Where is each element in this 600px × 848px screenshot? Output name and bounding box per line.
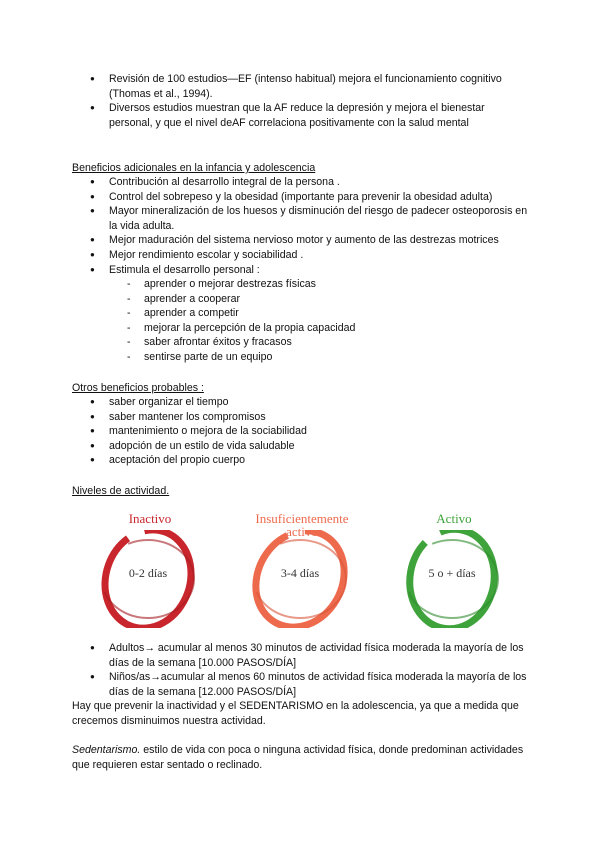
ring-label: 5 o + días	[428, 566, 476, 580]
ring-insuficientemente-activo	[232, 508, 372, 638]
definition-paragraph	[72, 743, 532, 772]
ring-title: Activo	[436, 511, 472, 526]
list-item: - aprender o mejorar destrezas físicas	[127, 277, 427, 292]
beneficios-heading: Beneficios adicionales en la infancia y adolescencia	[72, 162, 316, 174]
list-item: ● mantenimiento o mejora de la sociabilidad	[90, 424, 530, 439]
niveles-heading: Niveles de actividad.	[72, 485, 170, 497]
list-item: ● Contribución al desarrollo integral de la persona .	[90, 175, 530, 190]
list-item: ● adopción de un estilo de vida saludable	[90, 439, 530, 454]
list-item: ● Mejor rendimiento escolar y sociabilidad .	[90, 248, 530, 263]
otros-heading: Otros beneficios probables :	[72, 382, 204, 394]
ring-title: Inactivo	[128, 511, 172, 526]
list-item: ● Mejor maduración del sistema nervioso motor y aumento de las destrezas motrices	[90, 233, 530, 248]
activity-levels-figure	[80, 508, 540, 638]
list-item: - sentirse parte de un equipo	[127, 350, 427, 365]
list-item: - aprender a cooperar	[127, 292, 427, 307]
definition-term: Sedentarismo.	[72, 744, 141, 756]
ring-label: 3-4 días	[280, 566, 320, 580]
ring-title: Insuficientemente	[255, 511, 349, 526]
list-item: - saber afrontar éxitos y fracasos	[127, 335, 427, 350]
definition-text: estilo de vida con poca o ninguna actividad física, donde predominan actividades que requieren estar sentado o reclinado.	[72, 744, 524, 771]
list-item: - mejorar la percepción de la propia capacidad	[127, 321, 427, 336]
otros-bullet-list	[90, 395, 530, 468]
recomendaciones-bullet-list	[90, 641, 530, 699]
list-item: ● Diversos estudios muestran que la AF reduce la depresión y mejora el bienestar personal, y que el nivel deAF correlaciona positivamente con la salud mental	[90, 101, 530, 130]
conclusion-paragraph: Hay que prevenir la inactividad y el SEDENTARISMO en la adolescencia, ya que a medida que crecemos disminuimos nuestra actividad.	[72, 700, 519, 727]
list-item: ● saber organizar el tiempo	[90, 395, 530, 410]
list-item: ● Estimula el desarrollo personal :	[90, 263, 530, 278]
list-item: ● saber mantener los compromisos	[90, 410, 530, 425]
ring-inactivo	[80, 508, 220, 638]
intro-bullet-list	[90, 72, 530, 130]
list-item: ● Niños/as→acumular al menos 60 minutos de actividad física moderada la mayoría de los días de la semana [12.000 PASOS/DÍA]	[90, 670, 530, 699]
list-item: - aprender a competir	[127, 306, 427, 321]
beneficios-subitem-list	[127, 277, 427, 365]
list-item: ● Revisión de 100 estudios—EF (intenso habitual) mejora el funcionamiento cognitivo (Thomas et al., 1994).	[90, 72, 530, 101]
beneficios-bullet-list	[90, 175, 530, 277]
ring-activo	[384, 508, 524, 638]
ring-title-line2: activo	[286, 524, 318, 539]
list-item: ● Mayor mineralización de los huesos y disminución del riesgo de padecer osteoporosis en la vida adulta.	[90, 204, 530, 233]
list-item: ● Adultos→ acumular al menos 30 minutos de actividad física moderada la mayoría de los días de la semana [10.000 PASOS/DÍA]	[90, 641, 530, 670]
list-item: ● Control del sobrepeso y la obesidad (importante para prevenir la obesidad adulta)	[90, 190, 530, 205]
ring-label: 0-2 días	[128, 566, 168, 580]
list-item: ● aceptación del propio cuerpo	[90, 453, 530, 468]
